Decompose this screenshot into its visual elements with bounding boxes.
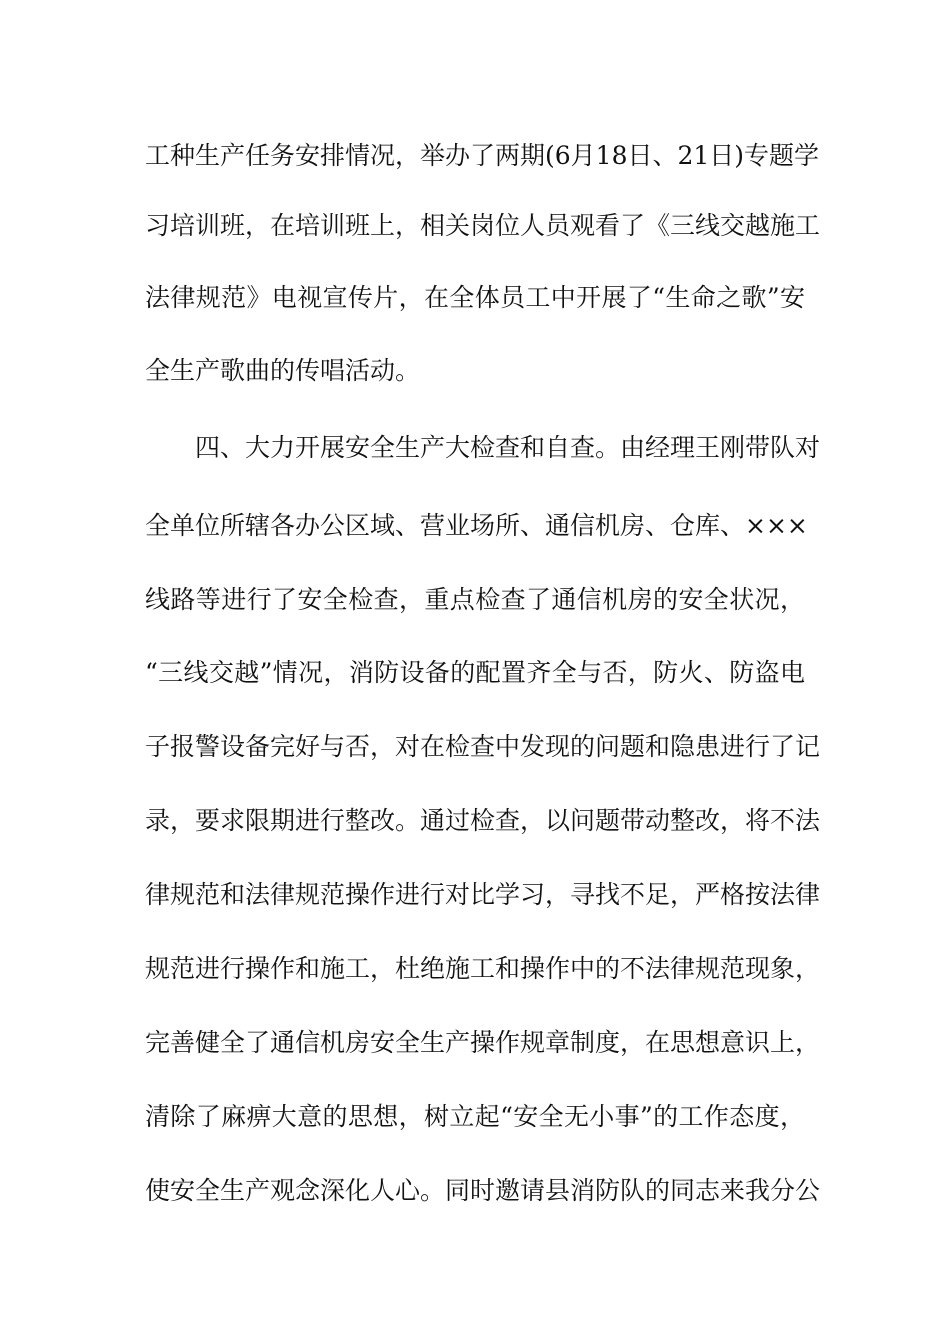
paragraph-start-line: 四、大力开展安全生产大检查和自查。由经理王刚带队对: [195, 433, 821, 462]
text-line: 规范进行操作和施工，杜绝施工和操作中的不法律规范现象，: [145, 954, 821, 983]
text-line: 习培训班，在培训班上，相关岗位人员观看了《三线交越施工: [145, 211, 821, 240]
text-line: 完善健全了通信机房安全生产操作规章制度，在思想意识上，: [145, 1028, 821, 1057]
text-line: 子报警设备完好与否，对在检查中发现的问题和隐患进行了记: [145, 732, 821, 761]
text-line: 律规范和法律规范操作进行对比学习，寻找不足，严格按法律: [145, 880, 821, 909]
text-line: 录，要求限期进行整改。通过检查，以问题带动整改，将不法: [145, 806, 821, 835]
text-line: 清除了麻痹大意的思想，树立起“安全无小事”的工作态度，: [145, 1102, 805, 1131]
text-line: 工种生产任务安排情况，举办了两期(6月18日、21日)专题学: [145, 141, 820, 170]
text-line: “三线交越”情况，消防设备的配置齐全与否，防火、防盗电: [145, 658, 805, 687]
text-line: 全单位所辖各办公区域、营业场所、通信机房、仓库、×××: [145, 511, 808, 540]
text-line: 使安全生产观念深化人心。同时邀请县消防队的同志来我分公: [145, 1176, 821, 1205]
text-line: 线路等进行了安全检查，重点检查了通信机房的安全状况，: [145, 585, 805, 614]
text-line: 法律规范》电视宣传片，在全体员工中开展了“生命之歌”安: [145, 283, 805, 312]
text-line: 全生产歌曲的传唱活动。: [145, 356, 421, 385]
